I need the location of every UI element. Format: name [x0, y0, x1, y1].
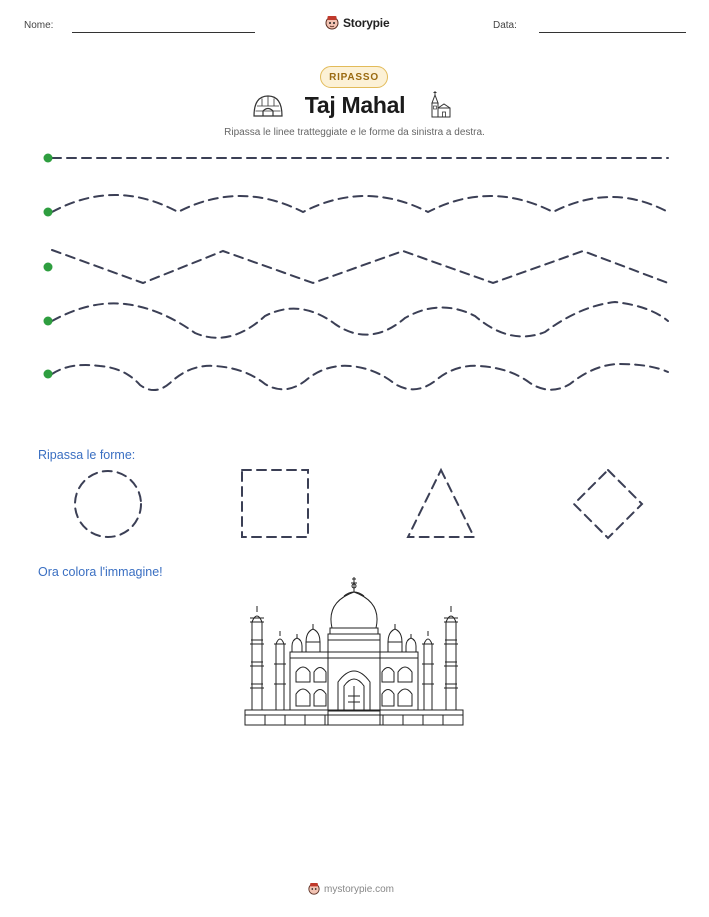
shape-square[interactable]: [242, 470, 308, 537]
date-label: Data:: [493, 20, 517, 31]
shape-triangle[interactable]: [408, 470, 474, 537]
storypie-logo-icon: [325, 15, 339, 31]
shapes-section-label: Ripassa le forme:: [38, 448, 136, 462]
footer-url[interactable]: mystorypie.com: [324, 883, 395, 895]
name-line[interactable]: [72, 32, 255, 33]
page-title: Taj Mahal: [304, 92, 406, 118]
start-dot: [44, 370, 53, 379]
tracing-line-zigzag[interactable]: [52, 250, 668, 283]
start-dot: [44, 154, 53, 163]
name-label: Nome:: [24, 20, 54, 31]
tracing-line-deep-wave[interactable]: [52, 364, 668, 390]
tracing-line-gentle-wave[interactable]: [52, 195, 668, 212]
taj-mahal-drawing: [240, 574, 468, 730]
review-badge: RIPASSO: [320, 66, 388, 88]
storypie-logo-icon: [308, 882, 320, 896]
brand: [325, 14, 389, 32]
date-line[interactable]: [539, 32, 686, 33]
shape-diamond[interactable]: [574, 470, 642, 538]
igloo-icon: [252, 92, 284, 118]
coloring-section-label: Ora colora l'immagine!: [38, 565, 163, 579]
start-dot: [44, 263, 53, 272]
tracing-shapes: [0, 465, 709, 545]
start-dot: [44, 317, 53, 326]
tracing-lines: [0, 140, 709, 400]
instructions: Ripassa le linee tratteggiate e le forme da sinistra a destra.: [224, 127, 485, 138]
brand-name: Storypie: [343, 16, 390, 30]
shape-circle[interactable]: [75, 471, 141, 537]
start-dot: [44, 208, 53, 217]
church-icon: [430, 89, 452, 119]
footer: [308, 882, 394, 896]
tracing-line-wave[interactable]: [52, 302, 668, 338]
